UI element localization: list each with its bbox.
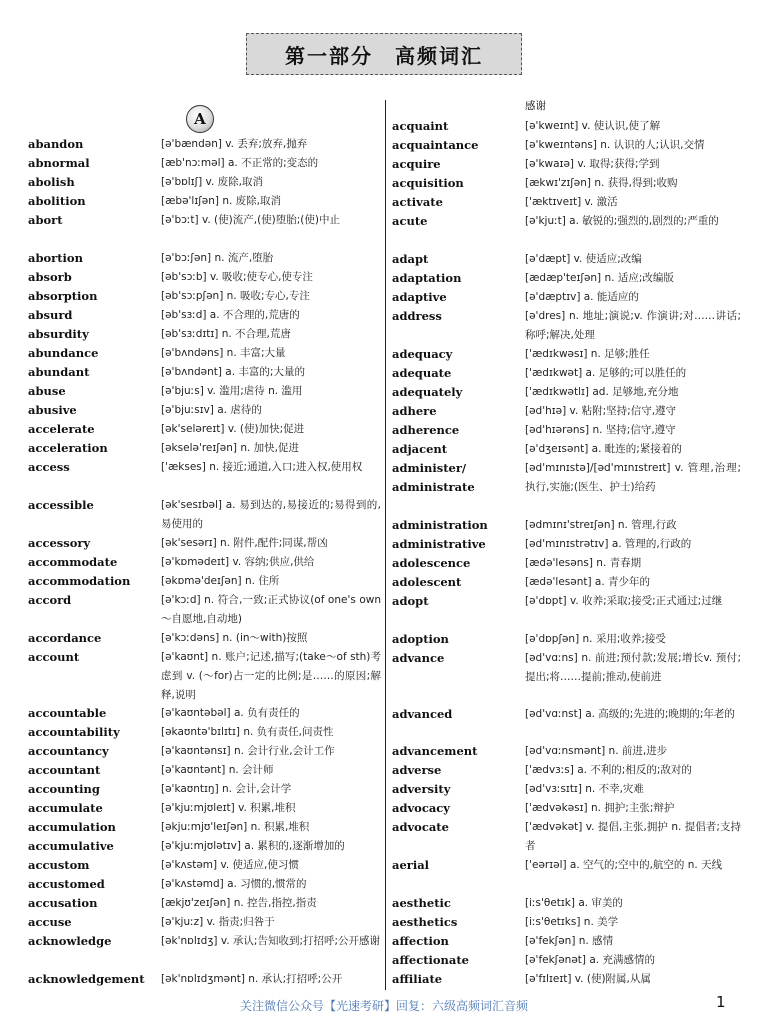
headword: accountancy [28, 744, 109, 758]
definition: [əd'hɪə] v. 粘附;坚持;信守,遵守 [525, 405, 677, 417]
definition: [əd'vɑːnst] a. 高级的;先进的;晚期的;年老的 [525, 708, 735, 720]
headword: accountant [28, 763, 101, 777]
headword: advanced [392, 707, 453, 721]
definition: [ə'bʌndəns] n. 丰富;大量 [161, 347, 286, 359]
definition: [ə'dɒpt] v. 收养;采取;接受;正式通过;过继 [525, 595, 723, 607]
headword: acquire [392, 157, 441, 171]
definition: [əkselə'reɪʃən] n. 加快,促进 [161, 442, 300, 454]
section-letter-badge: A [186, 105, 214, 133]
definition: [ə'bændən] v. 丢弃;放弃,抛弃 [161, 138, 308, 150]
definition: [æbə'lɪʃən] n. 废除,取消 [161, 195, 281, 207]
headword: accounting [28, 782, 100, 796]
definition: [əb'sɜːd] a. 不合理的,荒唐的 [161, 309, 300, 321]
definition: [ə'bʌndənt] a. 丰富的;大量的 [161, 366, 305, 378]
definition: [ə'kaʊntənsɪ] n. 会计行业,会计工作 [161, 745, 335, 757]
definition: [ə'dʒeɪsənt] a. 毗连的;紧接着的 [525, 443, 682, 455]
definition: [ək'seləreɪt] v. (使)加快;促进 [161, 423, 305, 435]
headword: acute [392, 214, 428, 228]
definition: [ək'nɒlɪdʒ] v. 承认;告知收到;打招呼;公开感谢 [161, 935, 381, 947]
headword: accelerate [28, 422, 95, 436]
definition: ['æktɪveɪt] v. 激活 [525, 196, 618, 208]
definition: [ə'fɪlɪeɪt] v. (使)附属,从属 [525, 973, 651, 985]
headword: accumulate [28, 801, 103, 815]
headword: advocacy [392, 801, 450, 815]
headword: abort [28, 213, 63, 227]
headword: acknowledge [28, 934, 112, 948]
headword: aesthetics [392, 915, 458, 929]
headword: acquisition [392, 176, 464, 190]
headword: accessible [28, 498, 94, 512]
headword: abusive [28, 403, 77, 417]
definition: [ə'kweɪntəns] n. 认识的人;认识,交情 [525, 139, 705, 151]
headword: accommodate [28, 555, 118, 569]
definition: [ə'kaʊntəbəl] a. 负有责任的 [161, 707, 300, 719]
definition: [əb'sɜːdɪtɪ] n. 不合理,荒唐 [161, 328, 291, 340]
headword: adversity [392, 782, 451, 796]
page-number: 1 [716, 993, 726, 1011]
headword: abundant [28, 365, 90, 379]
definition: [əkaʊntə'bɪlɪtɪ] n. 负有责任,问责性 [161, 726, 334, 738]
headword: administer/ administrate [392, 461, 475, 494]
definition: [ə'kʌstəmd] a. 习惯的,惯常的 [161, 878, 307, 890]
definition: [ə'fekʃənət] a. 充满感情的 [525, 954, 655, 966]
headword: adolescent [392, 575, 462, 589]
definition: [əd'mɪnɪstə]/[əd'mɪnɪstreɪt] v. 管理,治理;执行,实施;(医生、护士)给药 [525, 462, 741, 493]
headword: adequacy [392, 347, 453, 361]
definition: ['ædɪkwət] a. 足够的;可以胜任的 [525, 367, 687, 379]
headword: abolish [28, 175, 75, 189]
headword: accommodation [28, 574, 131, 588]
definition: [ə'bɒlɪʃ] v. 废除,取消 [161, 176, 263, 188]
definition: [ə'bɔːʃən] n. 流产,堕胎 [161, 252, 274, 264]
headword: adhere [392, 404, 437, 418]
headword: administration [392, 518, 488, 532]
headword: adjacent [392, 442, 448, 456]
definition: ['ædɪkwətlɪ] ad. 足够地,充分地 [525, 386, 679, 398]
headword: adaptation [392, 271, 462, 285]
headword: affectionate [392, 953, 470, 967]
headword: accordance [28, 631, 102, 645]
headword: adequate [392, 366, 452, 380]
definition: ['ædvəkəsɪ] n. 拥护;主张;辩护 [525, 802, 675, 814]
definition: [iːs'θetɪk] a. 审美的 [525, 897, 623, 909]
headword: acquaintance [392, 138, 479, 152]
headword: adequately [392, 385, 463, 399]
headword: absorption [28, 289, 98, 303]
definition: [ə'kweɪnt] v. 使认识,使了解 [525, 120, 661, 132]
definition: [ə'dɒpʃən] n. 采用;收养;接受 [525, 633, 666, 645]
headword: accumulation [28, 820, 116, 834]
definition: [əb'sɔːb] v. 吸收;使专心,使专注 [161, 271, 313, 283]
headword: absurd [28, 308, 73, 322]
definition: ['ædvəkət] v. 提倡,主张,拥护 n. 提倡者;支持者 [525, 821, 741, 852]
headword: accuse [28, 915, 72, 929]
section-title: 第一部分 高频词汇 [246, 33, 522, 75]
definition: [ə'kʌstəm] v. 使适应,使习惯 [161, 859, 299, 871]
headword: accountability [28, 725, 120, 739]
definition: [əd'hɪərəns] n. 坚持;信守,遵守 [525, 424, 676, 436]
headword: account [28, 650, 80, 664]
definition: ['eərɪəl] a. 空气的;空中的,航空的 n. 天线 [525, 859, 723, 871]
definition: [əb'sɔːpʃən] n. 吸收;专心,专注 [161, 290, 310, 302]
headword: administrative [392, 537, 486, 551]
headword: accumulative [28, 839, 114, 853]
definition: [æb'nɔːməl] a. 不正常的;变态的 [161, 157, 319, 169]
headword: affiliate [392, 972, 443, 986]
definition: [ədmɪnɪ'streɪʃən] n. 管理,行政 [525, 519, 677, 531]
column-divider [385, 100, 386, 990]
definition: [əd'vɑːns] n. 前进;预付款;发展;增长v. 预付;提出;将……提前;推动,使前进 [525, 652, 741, 683]
definition: [ə'kaʊnt] n. 账户;记述,描写;(take～of sth)考虑到 v. (～for)占一定的比例;是……的原因;解释,说明 [161, 651, 381, 701]
definition: [əkjuːmjʊ'leɪʃən] n. 积累,堆积 [161, 821, 310, 833]
headword: abnormal [28, 156, 90, 170]
headword: advance [392, 651, 445, 665]
definition: [iːs'θetɪks] n. 美学 [525, 916, 619, 928]
headword: accusation [28, 896, 98, 910]
definition: [ækjʊ'zeɪʃən] n. 控告,指控,指责 [161, 897, 317, 909]
headword: abolition [28, 194, 86, 208]
headword: absorb [28, 270, 72, 284]
definition: [ək'nɒlɪdʒmənt] n. 承认;打招呼;公开 [161, 973, 343, 985]
headword: activate [392, 195, 443, 209]
definition: [ə'dæptɪv] a. 能适应的 [525, 291, 639, 303]
definition: [ə'kɔːdəns] n. (in～with)按照 [161, 632, 308, 644]
headword: acceleration [28, 441, 108, 455]
footer-notice: 关注微信公众号【光速考研】回复：六级高频词汇音频 [239, 999, 528, 1013]
headword: access [28, 460, 70, 474]
headword: accountable [28, 706, 107, 720]
headword: abuse [28, 384, 66, 398]
headword: adherence [392, 423, 460, 437]
headword: aesthetic [392, 896, 451, 910]
definition: ['ædvɜːs] a. 不利的;相反的;敌对的 [525, 764, 692, 776]
headword: advocate [392, 820, 449, 834]
definition: [ə'bɔːt] v. (使)流产,(使)堕胎;(使)中止 [161, 214, 340, 226]
definition: [ə'bjuːs] v. 滥用;虐待 n. 滥用 [161, 385, 303, 397]
definition: [ə'kwaɪə] v. 取得;获得;学到 [525, 158, 660, 170]
headword: accord [28, 593, 72, 607]
definition: [ə'kaʊntənt] n. 会计师 [161, 764, 274, 776]
definition: [ək'sesɪbəl] a. 易到达的,易接近的;易得到的,易使用的 [161, 499, 381, 530]
headword: acknowledgement [28, 972, 145, 986]
headword: abundance [28, 346, 99, 360]
definition: [əkɒmə'deɪʃən] n. 住所 [161, 575, 280, 587]
headword: absurdity [28, 327, 89, 341]
headword: adverse [392, 763, 442, 777]
continuation-text: 感谢 [525, 100, 546, 112]
definition: ['ækses] n. 接近;通道,入口;进入权,使用权 [161, 461, 363, 473]
headword: adolescence [392, 556, 471, 570]
definition: [ə'fekʃən] n. 感情 [525, 935, 614, 947]
definition: [ə'kaʊntɪŋ] n. 会计,会计学 [161, 783, 292, 795]
headword: adaptive [392, 290, 447, 304]
headword: adoption [392, 632, 449, 646]
headword: accustom [28, 858, 90, 872]
headword: abandon [28, 137, 84, 151]
definition: [ædə'lesəns] n. 青春期 [525, 557, 642, 569]
definition: [ə'kɔːd] n. 符合,一致;正式协议(of one's own～自愿地,自动地) [161, 594, 381, 625]
headword: accessory [28, 536, 91, 550]
headword: adopt [392, 594, 429, 608]
definition: [ək'sesərɪ] n. 附件,配件;同谋,帮凶 [161, 537, 328, 549]
definition: [ə'kjuːt] a. 敏锐的;强烈的,剧烈的;严重的 [525, 215, 719, 227]
definition: [əd'vɜːsɪtɪ] n. 不幸,灾难 [525, 783, 644, 795]
definition: [ə'kjuːmjʊlətɪv] a. 累积的,逐渐增加的 [161, 840, 345, 852]
definition: [ædə'lesənt] a. 青少年的 [525, 576, 651, 588]
headword: affection [392, 934, 449, 948]
headword: advancement [392, 744, 478, 758]
definition: [ə'kjuːmjʊleɪt] v. 积累,堆积 [161, 802, 296, 814]
headword: aerial [392, 858, 430, 872]
definition: ['ædɪkwəsɪ] n. 足够;胜任 [525, 348, 650, 360]
headword: adapt [392, 252, 429, 266]
headword: address [392, 309, 442, 323]
headword: accustomed [28, 877, 105, 891]
definition: [ə'kjuːz] v. 指责;归咎于 [161, 916, 275, 928]
definition: [ækwɪ'zɪʃən] n. 获得,得到;收购 [525, 177, 678, 189]
definition: [əd'mɪnɪstrətɪv] a. 管理的,行政的 [525, 538, 692, 550]
definition: [ə'dres] n. 地址;演说;v. 作演讲;对……讲话;称呼;解决,处理 [525, 310, 741, 341]
headword: acquaint [392, 119, 449, 133]
definition: [ædæp'teɪʃən] n. 适应;改编版 [525, 272, 674, 284]
definition: [ə'kɒmədeɪt] v. 容纳;供应,供给 [161, 556, 315, 568]
definition: [əd'vɑːnsmənt] n. 前进,进步 [525, 745, 668, 757]
definition: [ə'bjuːsɪv] a. 虐待的 [161, 404, 262, 416]
headword: abortion [28, 251, 83, 265]
definition: [ə'dæpt] v. 使适应;改编 [525, 253, 642, 265]
